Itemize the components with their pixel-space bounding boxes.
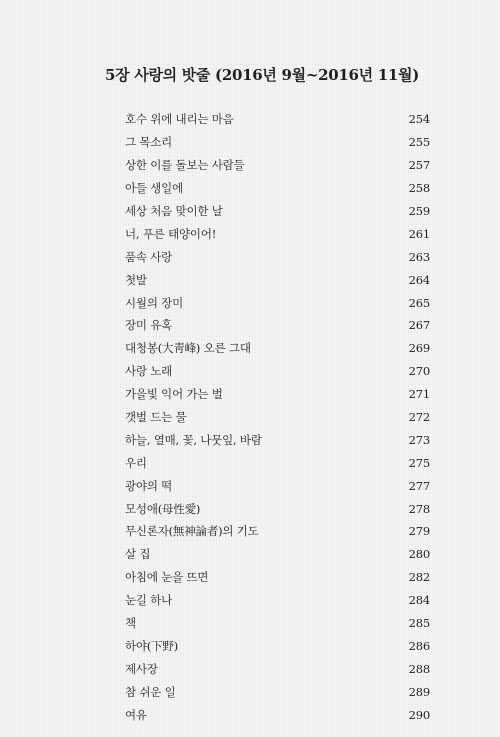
toc-entry	[125, 268, 430, 291]
toc-entry-page: 280	[408, 547, 430, 562]
toc-entry	[125, 383, 430, 406]
toc-entry	[125, 177, 430, 200]
toc-entry-title: 품속 사랑	[125, 249, 173, 264]
toc-entry-page: 264	[408, 272, 430, 287]
toc-entry-title: 첫발	[125, 272, 147, 287]
toc-entry	[125, 291, 430, 314]
toc-entry-page: 257	[408, 158, 430, 173]
toc-entry	[125, 360, 430, 383]
toc-entry	[125, 108, 430, 131]
toc-entry	[125, 497, 430, 520]
toc-entry	[125, 245, 430, 268]
toc-entry	[125, 154, 430, 177]
toc-entry-page: 267	[408, 318, 430, 333]
toc-entry-title: 너, 푸른 태양이어!	[125, 226, 217, 241]
toc-entry	[125, 520, 430, 543]
toc-entry-page: 261	[408, 226, 430, 241]
toc-entry-title: 살 집	[125, 547, 151, 562]
toc-entry-page: 277	[408, 478, 430, 493]
toc-entry-page: 279	[408, 524, 430, 539]
toc-entry-title: 여유	[125, 707, 147, 722]
toc-entry-page: 254	[408, 112, 430, 127]
toc-entry	[125, 634, 430, 657]
toc-entry-title: 사랑 노래	[125, 364, 173, 379]
toc-entry-page: 263	[408, 249, 430, 264]
toc-entry	[125, 566, 430, 589]
toc-entry-page: 275	[408, 455, 430, 470]
toc-entry-page: 269	[408, 341, 430, 356]
toc-entry-page: 271	[408, 387, 430, 402]
toc-entry-page: 286	[408, 638, 430, 653]
toc-entry-page: 255	[408, 135, 430, 150]
toc-entry-title: 상한 이를 돌보는 사람들	[125, 158, 245, 173]
toc-entry-page: 259	[408, 204, 430, 218]
toc-entry-title: 시월의 장미	[125, 295, 183, 310]
toc-entry-title: 아침에 눈을 뜨면	[125, 570, 209, 585]
toc-entry	[125, 451, 430, 474]
toc-entry-page: 285	[408, 616, 430, 631]
toc-entry-title: 무신론자(無神論者)의 기도	[125, 524, 259, 539]
toc-entry	[125, 657, 430, 680]
toc-entry-title: 세상 처음 맞이한 날	[125, 204, 223, 218]
toc-entry-title: 모성애(母性愛)	[125, 501, 201, 516]
toc-entry-page: 258	[408, 181, 430, 196]
toc-entry-title: 제사장	[125, 661, 158, 676]
toc-entry-page: 290	[408, 707, 430, 722]
toc-entry	[125, 680, 430, 703]
toc-entry	[125, 200, 430, 223]
toc-entry-title: 광야의 떡	[125, 478, 173, 493]
toc-entry-title: 우리	[125, 455, 147, 470]
toc-entry	[125, 406, 430, 429]
toc-entry	[125, 612, 430, 635]
toc-entry-title: 책	[125, 616, 136, 631]
toc-entry-page: 282	[408, 570, 430, 585]
toc-entry-page: 265	[408, 295, 430, 310]
toc-entry	[125, 543, 430, 566]
toc-entry-page: 284	[408, 593, 430, 608]
toc-entry-page: 289	[408, 684, 430, 699]
toc-entry-title: 호수 위에 내리는 마음	[125, 112, 234, 127]
toc-entry-title: 장미 유혹	[125, 318, 173, 333]
toc-entry-title: 참 쉬운 일	[125, 684, 176, 699]
toc-entry	[125, 314, 430, 337]
toc-entry-title: 하늘, 열매, 꽃, 나뭇잎, 바람	[125, 432, 262, 447]
toc-entry-page: 278	[408, 501, 430, 516]
toc-entry-page: 270	[408, 364, 430, 379]
toc-entry	[125, 428, 430, 451]
toc-entry	[125, 222, 430, 245]
toc-entry-title: 가을빛 익어 가는 벌	[125, 387, 223, 402]
toc-entry	[125, 703, 430, 726]
toc-entry	[125, 589, 430, 612]
toc-entry	[125, 474, 430, 497]
toc-entry-title: 눈길 하나	[125, 593, 173, 608]
toc-entry-page: 273	[408, 432, 430, 447]
toc-entry	[125, 337, 430, 360]
table-of-contents	[125, 108, 430, 726]
toc-entry	[125, 131, 430, 154]
toc-entry-title: 갯벌 드는 물	[125, 410, 187, 425]
toc-entry-page: 272	[408, 410, 430, 425]
toc-entry-title: 그 목소리	[125, 135, 173, 150]
toc-entry-title: 대청봉(大靑峰) 오른 그대	[125, 341, 251, 356]
toc-entry-title: 하야(下野)	[125, 638, 178, 653]
toc-entry-page: 288	[408, 661, 430, 676]
chapter-title: 5장 사랑의 밧줄 (2016년 9월~2016년 11월)	[105, 66, 420, 84]
toc-entry-title: 아들 생일에	[125, 181, 183, 196]
